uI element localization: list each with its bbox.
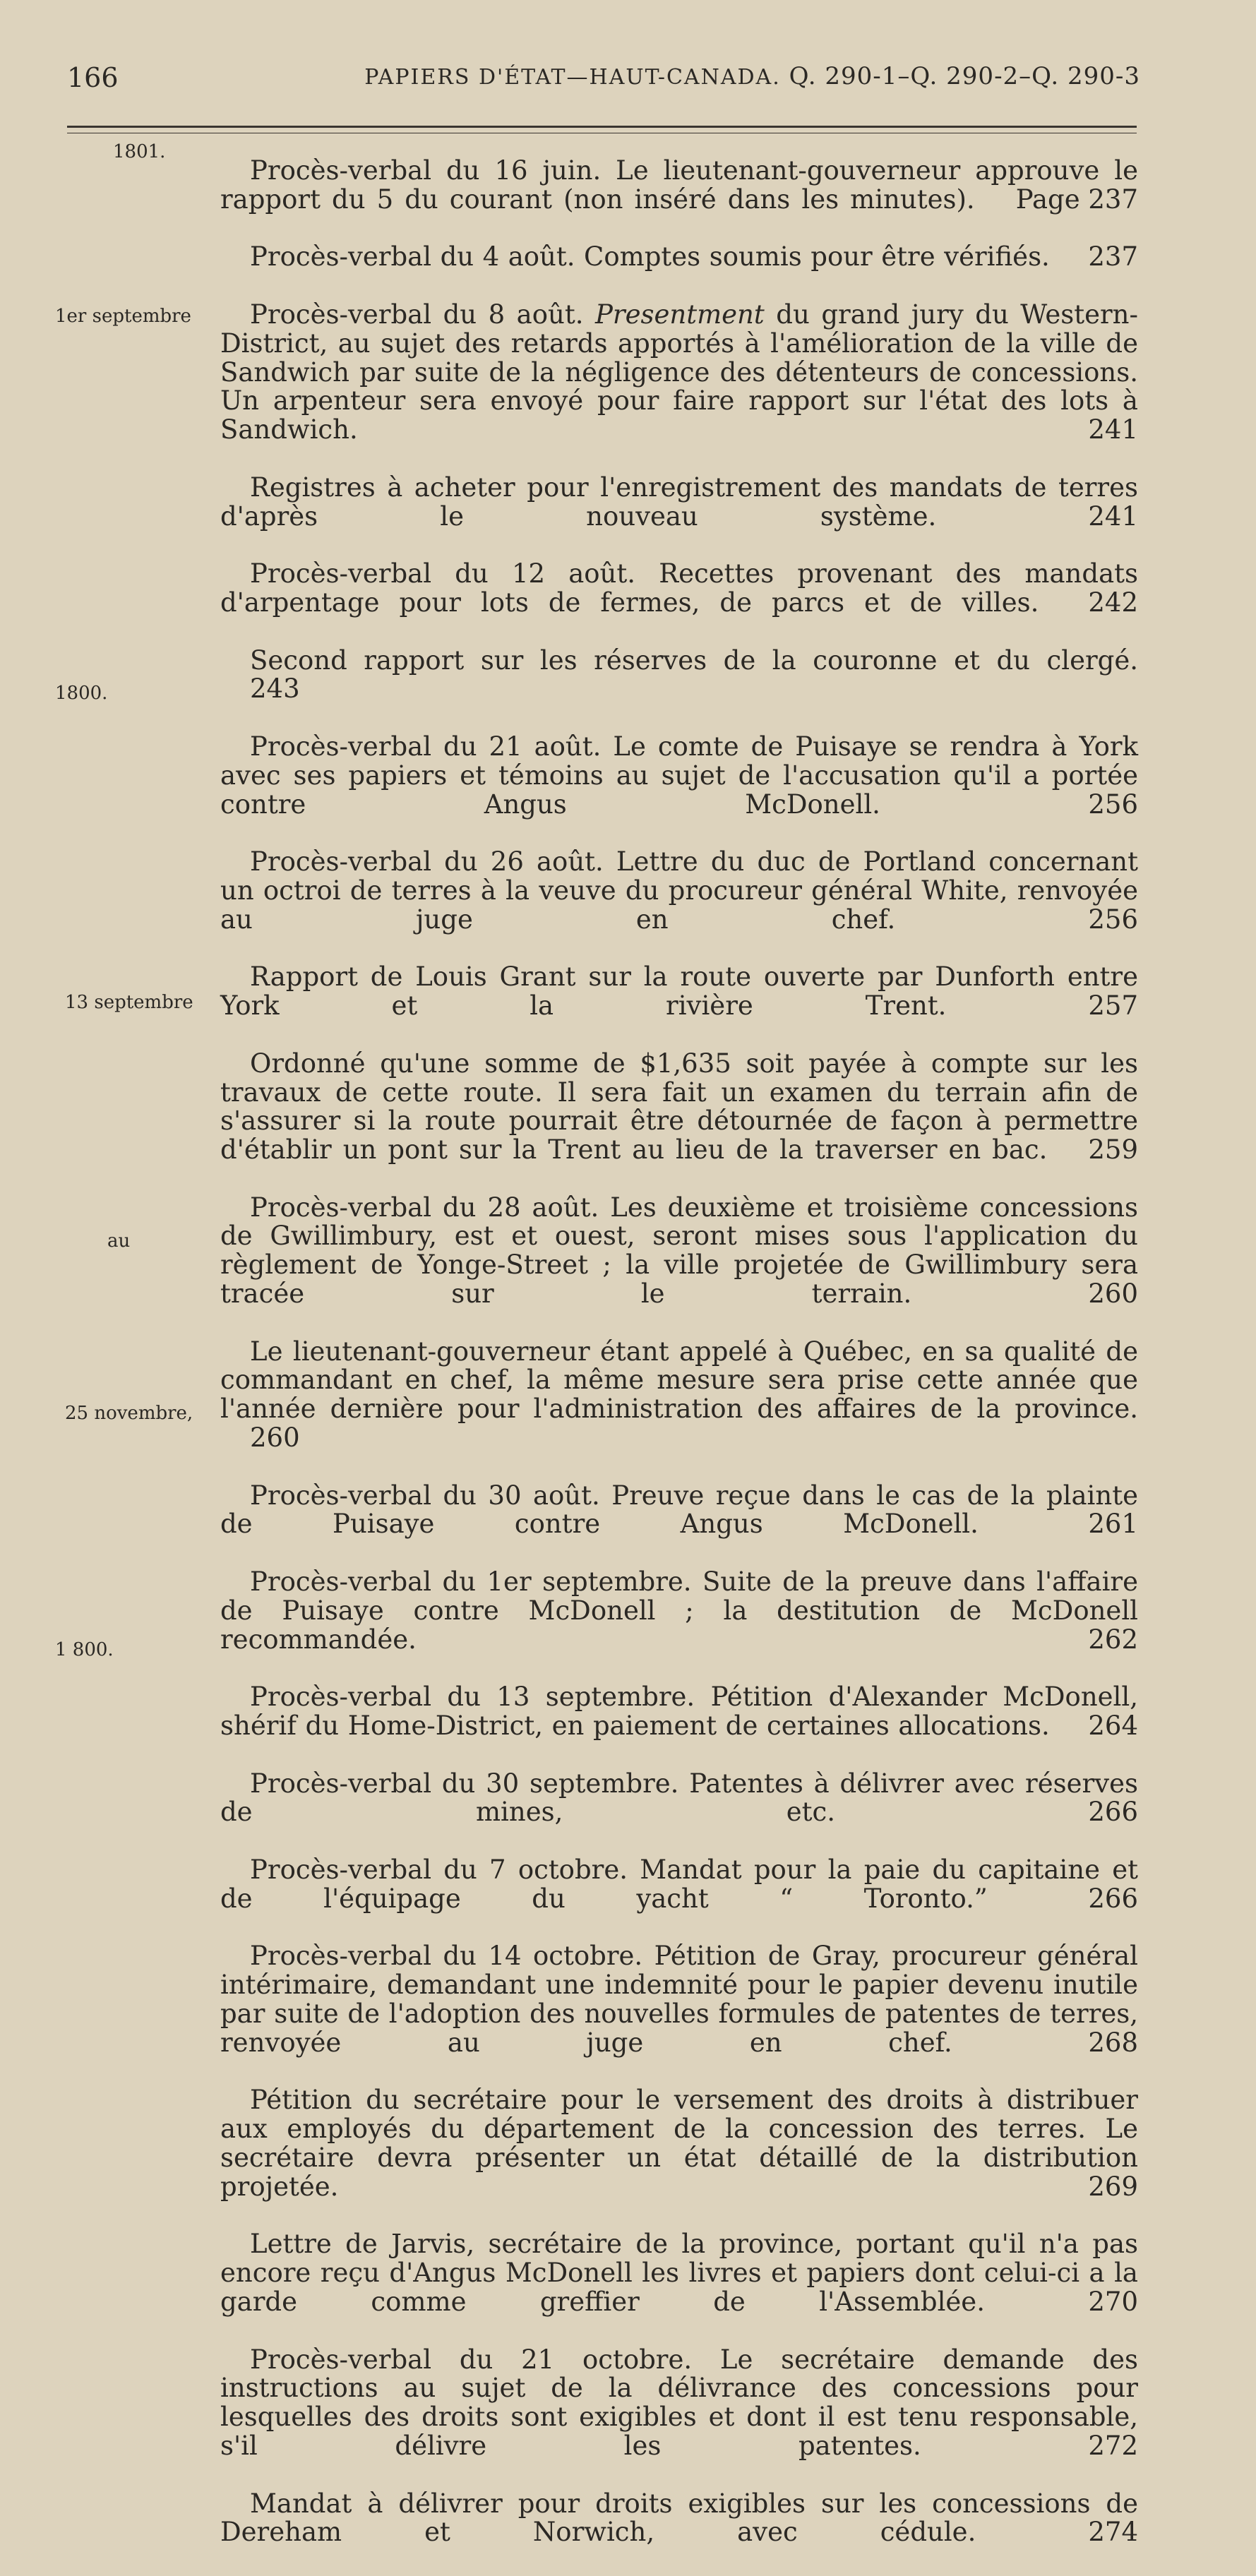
page-reference: 259: [1088, 1134, 1138, 1166]
page-reference: 264: [1088, 1711, 1138, 1742]
list-item: Procès-verbal du 26 août. Lettre du duc de Portland concernant un octroi de terres à la veuve du procureur général White, renvoyée au juge en chef. 256: [220, 846, 1138, 935]
page-reference: 260: [250, 1422, 300, 1454]
page-reference: 266: [1088, 1797, 1139, 1828]
running-title-text: PAPIERS D'ÉTAT—HAUT-CANADA.: [364, 65, 781, 90]
list-item: Procès-verbal du 28 août. Les deuxième et troisième concessions de Gwillimbury, est et ouest, seront mises sous l'application du règlement de Yonge-Street ; la ville projetée de Gwillimbury sera tracée sur le terrain. 260: [220, 1192, 1138, 1310]
page-reference: 241: [1088, 414, 1138, 445]
page-header: [67, 62, 1140, 97]
page-reference: 241: [1088, 501, 1138, 532]
page-reference: 270: [1088, 2286, 1138, 2317]
page-reference: 237: [1088, 241, 1138, 272]
list-item: Second rapport sur les réserves de la couronne et du clergé. 243: [220, 647, 1138, 733]
list-item: Procès-verbal du 4 août. Comptes soumis pour être vérifiés. 237: [250, 241, 1138, 272]
list-item: Procès-verbal du 13 septembre. Pétition d'Alexander McDonell, shérif du Home-District, en paiement de certaines allocations. 264: [220, 1682, 1138, 1742]
margin-note-date: 1er septembre: [55, 306, 191, 327]
page-reference: 256: [1088, 904, 1138, 935]
page-reference: 272: [1088, 2430, 1138, 2461]
list-item: Procès-verbal du 1er septembre. Suite de la preuve dans l'affaire de Puisaye contre McDonell ; la destitution de McDonell recommandée. 262: [220, 1566, 1138, 1655]
list-item: Procès-verbal du 16 juin. Le lieutenant-gouverneur approuve le rapport du 5 du courant (non inséré dans les minutes). Page 237: [220, 155, 1139, 215]
page-reference: 257: [1088, 990, 1138, 1022]
page-reference: 262: [1088, 1624, 1138, 1655]
margin-note-year: 1 800.: [55, 1639, 114, 1660]
header-rule-thick: [67, 126, 1137, 128]
page-reference: 268: [1088, 2027, 1138, 2058]
page-reference: 274: [1088, 2517, 1138, 2548]
list-item: Registres à acheter pour l'enregistrement des mandats de terres d'après le nouveau système. 241: [220, 472, 1138, 532]
page-reference: 266: [1088, 1883, 1138, 1914]
list-item: Rapport de Louis Grant sur la route ouverte par Dunforth entre York et la rivière Trent. 257: [220, 961, 1138, 1022]
margin-note-date: au: [107, 1230, 131, 1252]
list-item: Ordonné qu'une somme de $1,635 soit payée à compte sur les travaux de cette route. Il sera fait un examen du terrain afin de s'assurer si la route pourrait être détournée de façon à permettre d'établir un pont sur la Trent au lieu de la traverser en bac. 259: [220, 1048, 1138, 1166]
list-item: Le lieutenant-gouverneur étant appelé à Québec, en sa qualité de commandant en chef, la même mesure sera prise cette année que l'année dernière pour l'administration des affaires de la province. 260: [220, 1336, 1138, 1454]
list-item: Pétition du secrétaire pour le versement des droits à distribuer aux employés du département de la concession des terres. Le secrétaire devra présenter un état détaillé de la distribution projetée. 269: [220, 2085, 1138, 2202]
margin-note-date: 25 novembre,: [65, 1403, 193, 1424]
margin-note-year: 1801.: [113, 141, 166, 162]
list-item: Procès-verbal du 7 octobre. Mandat pour la paie du capitaine et de l'équipage du yacht “ Toronto.” 266: [220, 1855, 1138, 1914]
list-item: Lettre de Jarvis, secrétaire de la province, portant qu'il n'a pas encore reçu d'Angus McDonell les livres et papiers dont celui-ci a la garde comme greffier de l'Assemblée. 270: [220, 2229, 1138, 2317]
list-item: Procès-verbal du 21 octobre. Le secrétaire demande des instructions au sujet de la délivrance des concessions pour lesquelles des droits sont exigibles et dont il est tenu responsable, s'il délivre les patentes. 272: [220, 2344, 1138, 2461]
page-reference: 243: [250, 673, 300, 705]
list-item: Procès-verbal du 14 octobre. Pétition de Gray, procureur général intérimaire, demandant une indemnité pour le papier devenu inutile par suite de l'adoption des nouvelles formules de patentes de terres, renvoyée au juge en chef. 268: [220, 1941, 1138, 2058]
list-item: Procès-verbal du 30 septembre. Patentes à délivrer avec réserves de mines, etc. 266: [220, 1768, 1139, 1828]
list-item: Procès-verbal du 12 août. Recettes provenant des mandats d'arpentage pour lots de fermes, de parcs et de villes. 242: [220, 558, 1139, 618]
list-item: Procès-verbal du 21 août. Le comte de Puisaye se rendra à York avec ses papiers et témoins au sujet de l'accusation qu'il a portée contre Angus McDonell. 256: [220, 731, 1138, 820]
margin-note-date: 13 septembre: [65, 992, 193, 1013]
list-item: Mandat à délivrer pour droits exigibles sur les concessions de Dereham et Norwich, avec cédule. 274: [220, 2488, 1138, 2548]
page-reference: 261: [1088, 1509, 1138, 1540]
list-item: Procès-verbal du 30 août. Preuve reçue dans le cas de la plainte de Puisaye contre Angus McDonell. 261: [220, 1480, 1138, 1540]
page-number: 166: [67, 62, 119, 93]
running-title-refs: Q. 290-1–Q. 290-2–Q. 290-3: [789, 62, 1140, 90]
page-reference: Page 237: [1015, 184, 1139, 215]
running-title: [364, 62, 1140, 90]
page-reference: 256: [1088, 789, 1138, 820]
page-reference: 260: [1088, 1278, 1138, 1310]
document-body: [220, 157, 1138, 2576]
page-reference: 242: [1088, 587, 1139, 618]
page-reference: 269: [1088, 2171, 1138, 2202]
margin-note-year: 1800.: [55, 683, 108, 704]
list-item: Procès-verbal du 8 août. Presentment du grand jury du Western-District, au sujet des retards apportés à l'amélioration de la ville de Sandwich par suite de la négligence des détenteurs de concessions. Un arpenteur sera envoyé pour faire rapport sur l'état des lots à Sandwich. 241: [220, 299, 1138, 445]
